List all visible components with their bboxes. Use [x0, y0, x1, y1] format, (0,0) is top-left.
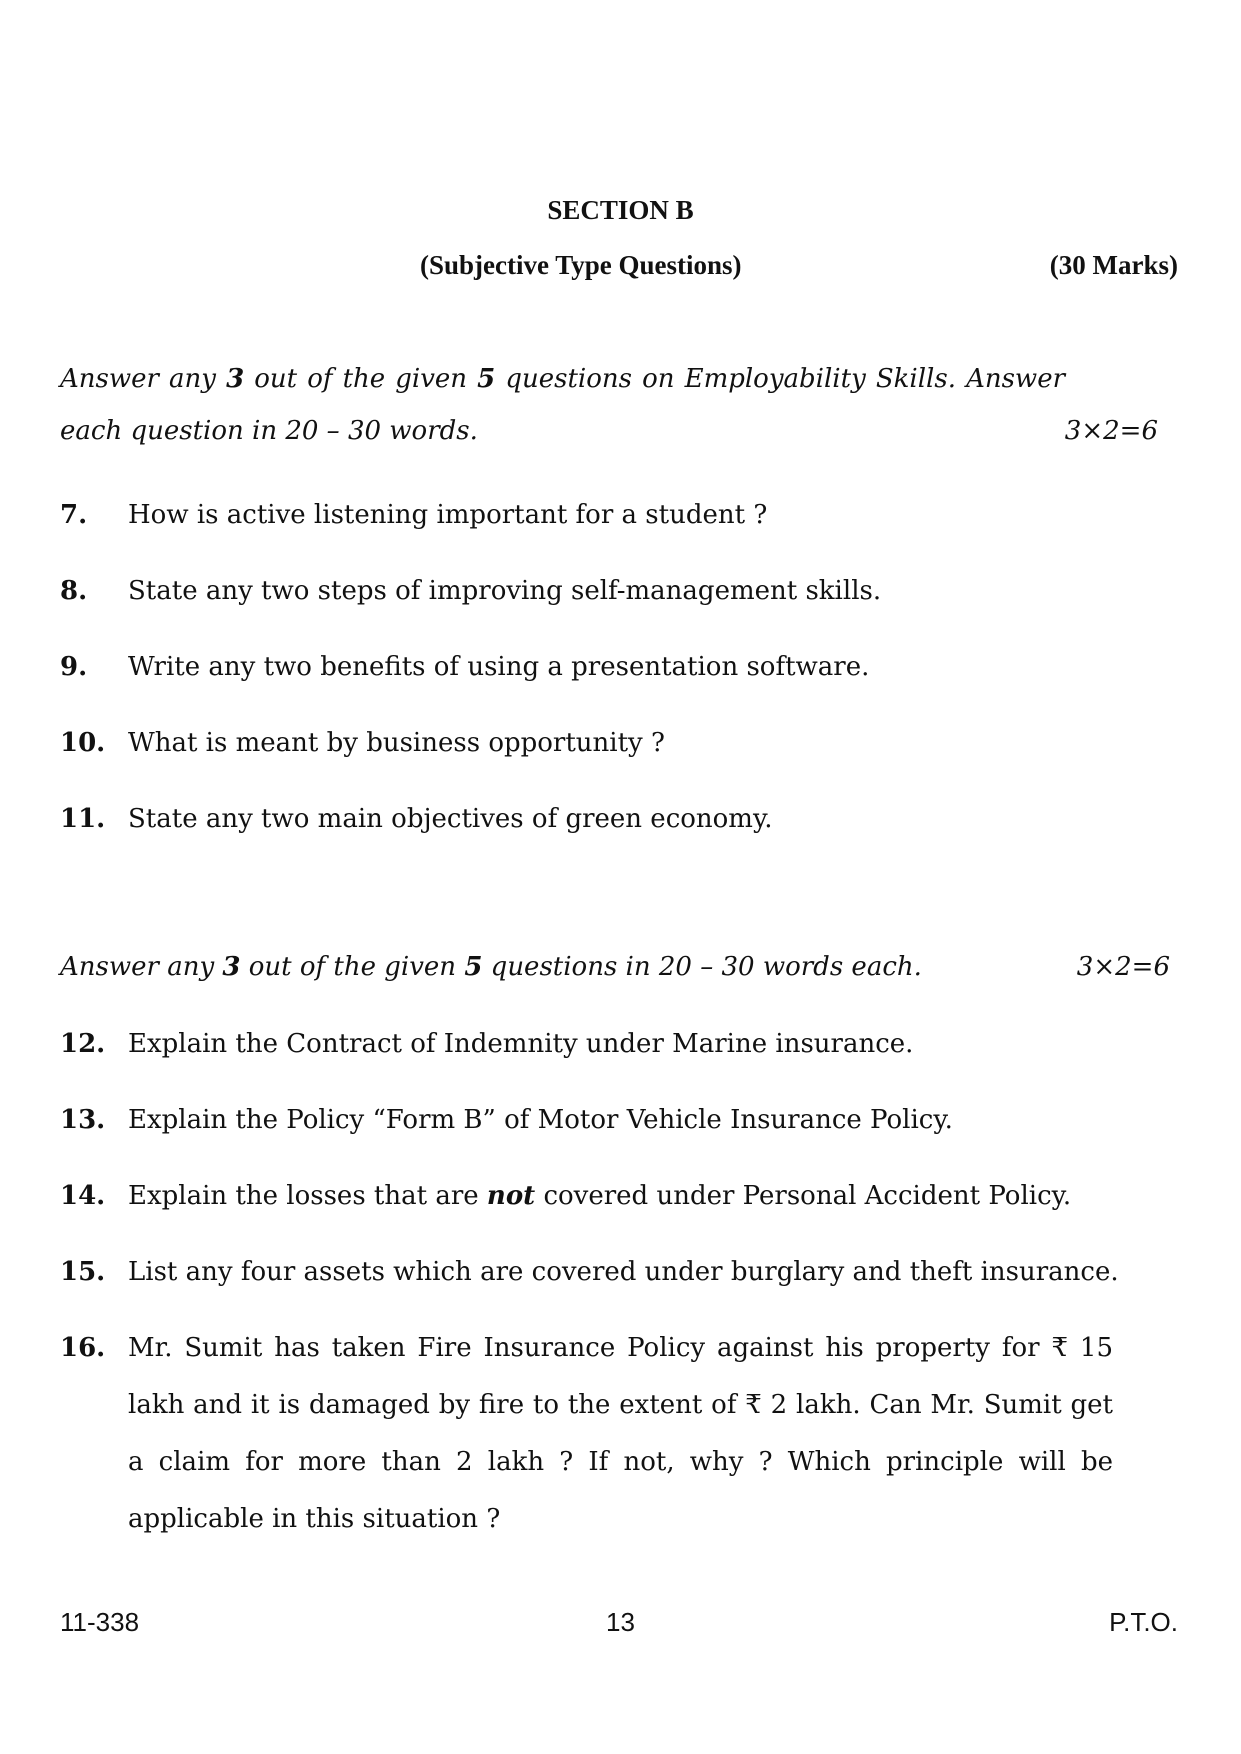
please-turn-over: P.T.O.	[1109, 1607, 1178, 1637]
instruction-line: Answer any 3 out of the given 5 questions on Employability Skills. Answer	[60, 364, 1066, 394]
page-number: 13	[606, 1607, 635, 1637]
instruction-insurance	[60, 941, 1170, 993]
question-number: 11.	[60, 804, 106, 834]
instruction-employability	[60, 353, 1170, 457]
question-text: What is meant by business opportunity ?	[128, 728, 665, 758]
question-text: Write any two benefits of using a presentation software.	[128, 652, 870, 682]
question-text: Explain the Contract of Indemnity under Marine insurance.	[128, 1029, 914, 1059]
question-text: List any four assets which are covered under burglary and theft insurance.	[128, 1257, 1119, 1287]
question-text: Explain the losses that are not covered under Personal Accident Policy.	[128, 1181, 1072, 1211]
section-title: SECTION B	[547, 195, 694, 225]
question-number: 16.	[60, 1333, 106, 1363]
question-number: 12.	[60, 1029, 106, 1059]
question-text: How is active listening important for a student ?	[128, 500, 768, 530]
question-number: 10.	[60, 728, 106, 758]
instruction-marks: 3×2=6	[1076, 952, 1170, 982]
question-text: Explain the Policy “Form B” of Motor Vehicle Insurance Policy.	[128, 1105, 953, 1135]
section-subheader	[0, 250, 1241, 290]
paper-code: 11-338	[60, 1607, 140, 1637]
emphasis-not: not	[486, 1181, 536, 1211]
instruction-total: 5	[464, 952, 483, 982]
question-text: Mr. Sumit has taken Fire Insurance Policy against his property for ₹ 15 lakh and it is damaged by fire to the extent of ₹ 2 lakh. Can Mr. Sumit get a claim for more than 2 lakh ? If not, why ? Which principle will be applicable in this situation ?	[128, 1333, 1113, 1534]
instruction-line: Answer any 3 out of the given 5 questions in 20 – 30 words each. 3×2=6	[60, 941, 1170, 993]
question-number: 15.	[60, 1257, 106, 1287]
question-number: 7.	[60, 500, 88, 530]
instruction-total: 5	[477, 364, 496, 394]
section-subtitle: (Subjective Type Questions)	[420, 250, 742, 280]
question-text: State any two steps of improving self-management skills.	[128, 576, 882, 606]
instruction-count: 3	[222, 952, 241, 982]
question-number: 13.	[60, 1105, 106, 1135]
question-16	[60, 1320, 1120, 1550]
question-number: 14.	[60, 1181, 106, 1211]
instruction-marks: 3×2=6	[1064, 416, 1158, 446]
instruction-count: 3	[226, 364, 245, 394]
question-text: State any two main objectives of green economy.	[128, 804, 773, 834]
section-total-marks: (30 Marks)	[1049, 250, 1178, 280]
question-number: 8.	[60, 576, 88, 606]
instruction-line-2: each question in 20 – 30 words. 3×2=6	[60, 405, 1170, 457]
question-number: 9.	[60, 652, 88, 682]
